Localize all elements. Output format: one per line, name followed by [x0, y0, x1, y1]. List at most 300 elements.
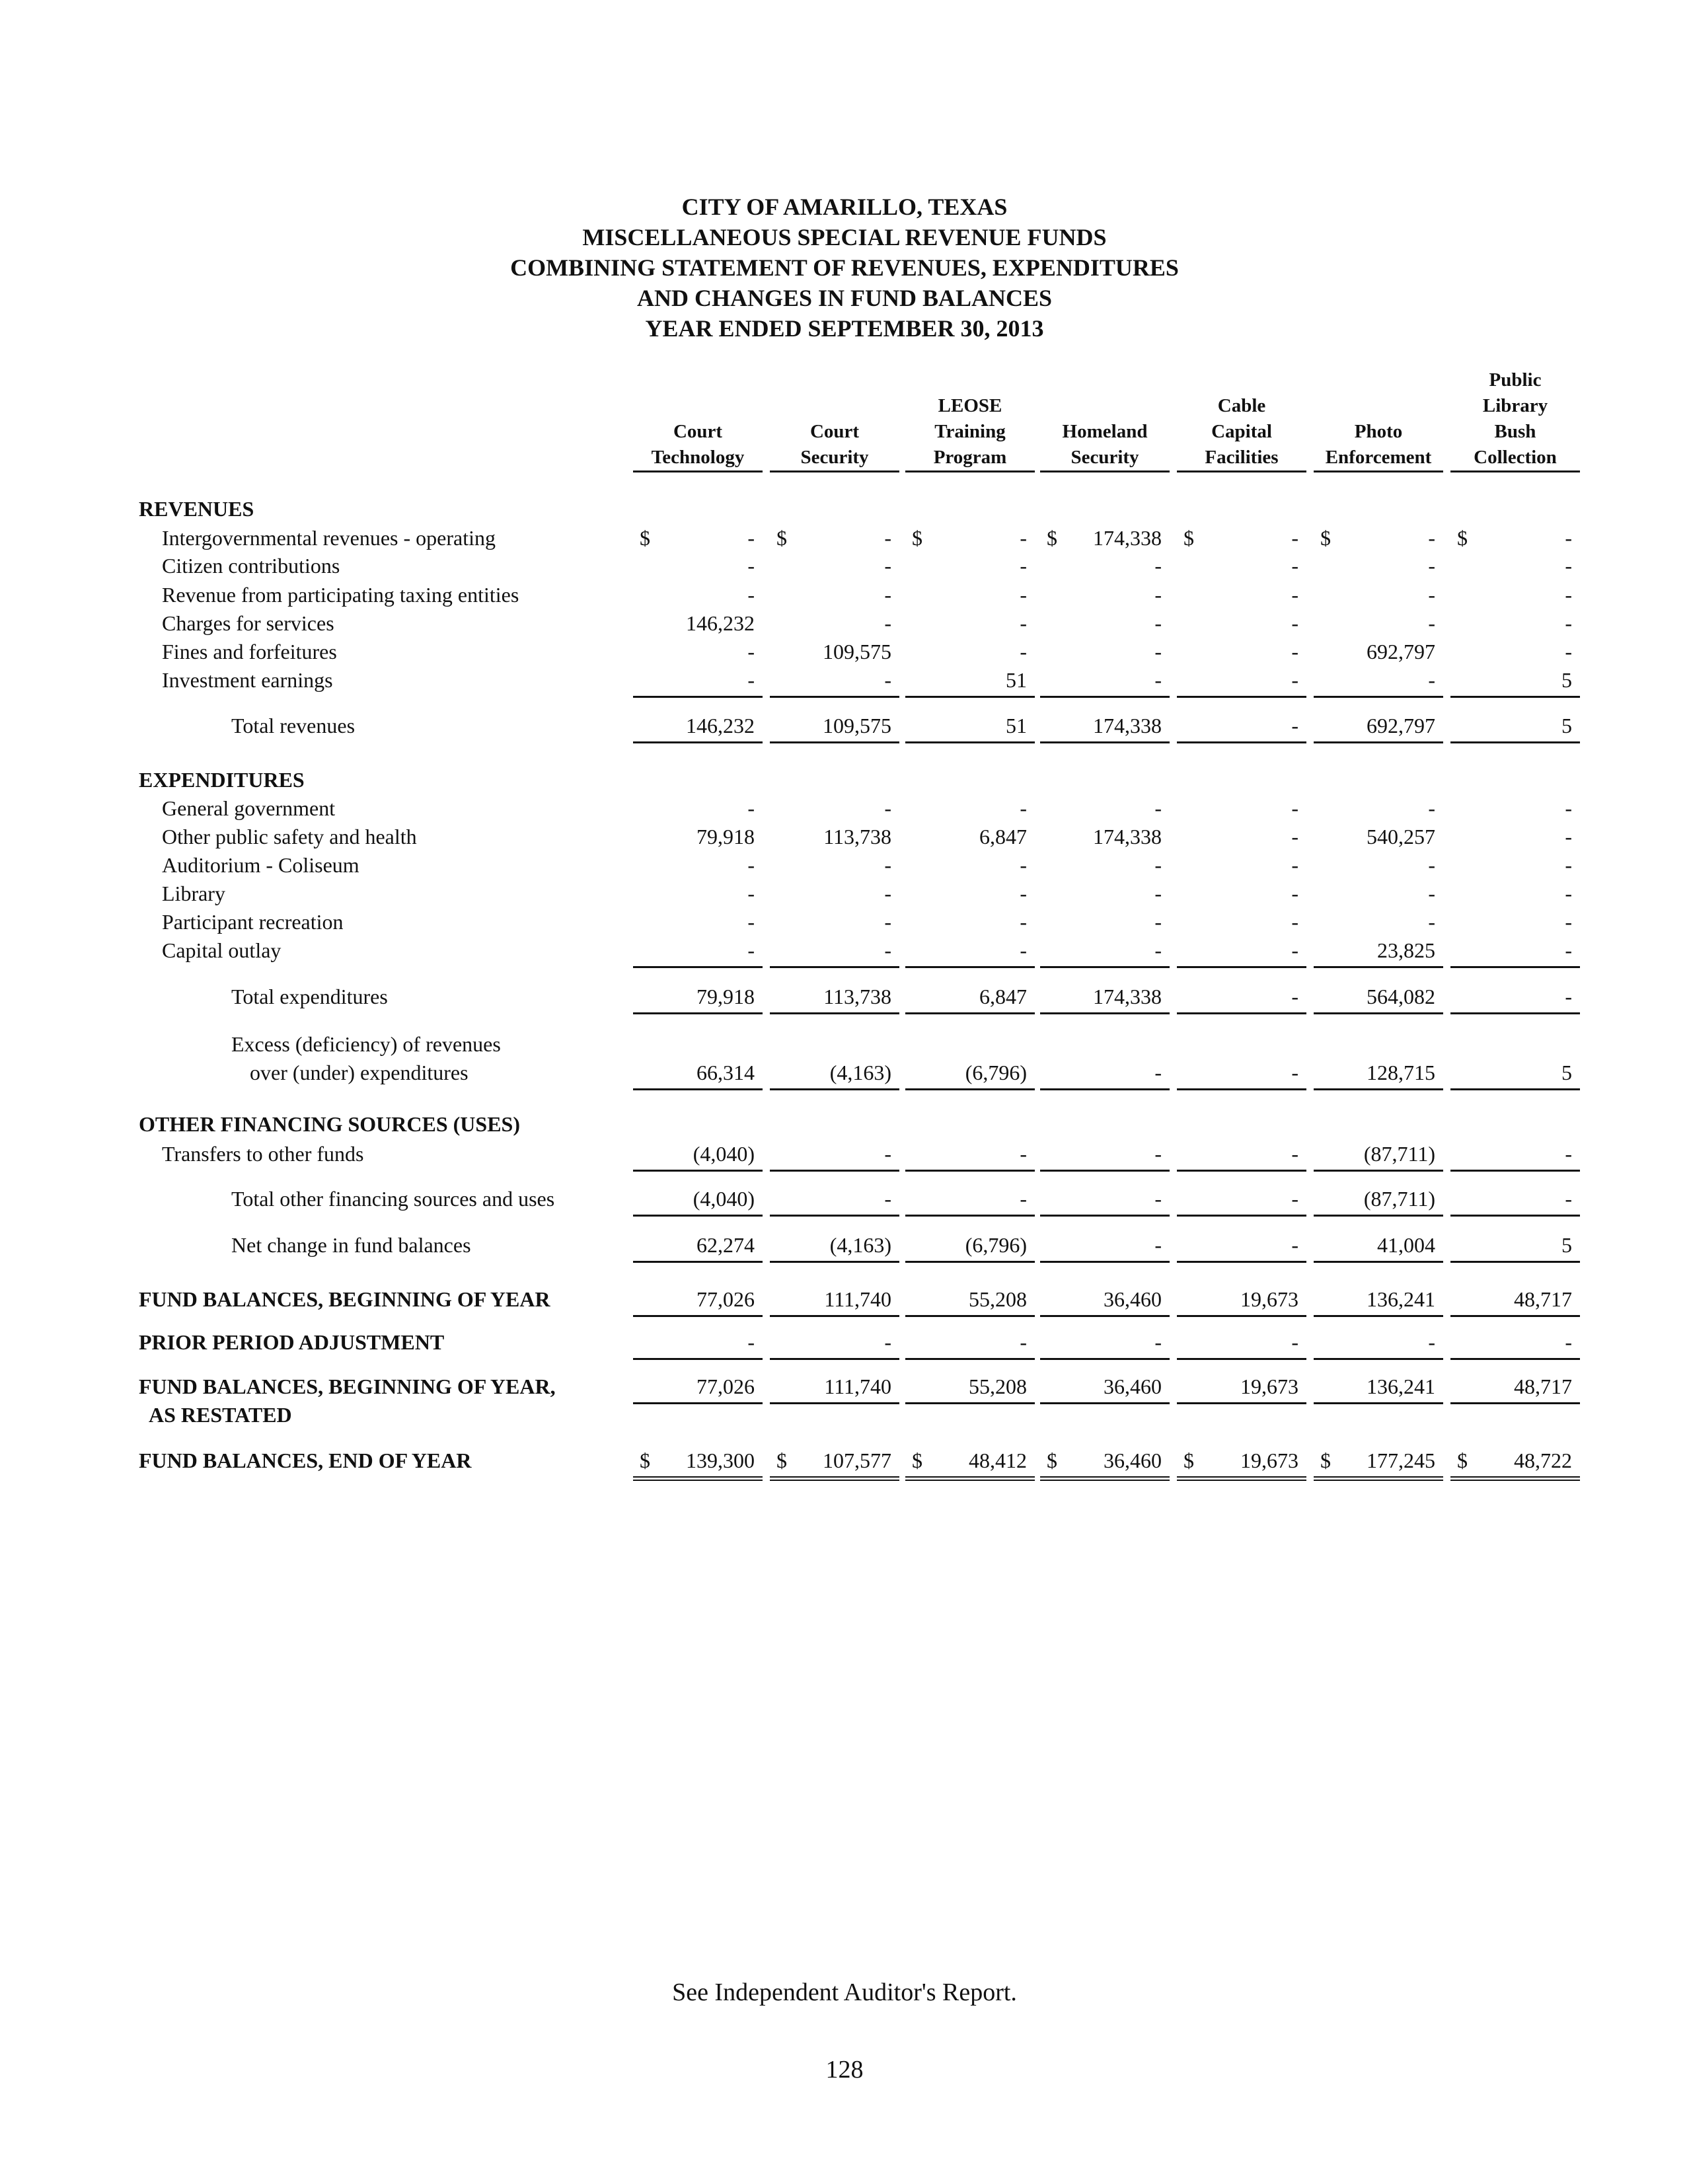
row-label: Net change in fund balances: [231, 1233, 471, 1257]
cell-value: -: [1020, 1330, 1027, 1354]
table-cell: [1040, 1061, 1170, 1090]
cell-value: 136,241: [1367, 1287, 1435, 1311]
cell-value: 146,232: [686, 611, 755, 635]
title-line-2: MISCELLANEOUS SPECIAL REVENUE FUNDS: [582, 224, 1107, 250]
table-cell: [770, 910, 899, 938]
cell-value: -: [747, 640, 755, 663]
table-cell: [905, 668, 1035, 698]
table-cell: [1040, 1233, 1170, 1263]
table-cell: [1450, 611, 1580, 639]
cell-value: -: [747, 882, 755, 905]
table-cell: [905, 796, 1035, 824]
table-row: [0, 796, 1689, 825]
table-cell: [1177, 853, 1306, 881]
table-cell: [1450, 714, 1580, 743]
table-row: [0, 668, 1689, 697]
cell-value: 48,717: [1514, 1374, 1572, 1398]
cell-value: 19,673: [1240, 1287, 1298, 1311]
cell-value: 55,208: [969, 1287, 1027, 1311]
dollar-sign: $: [640, 1449, 650, 1472]
table-cell: [1040, 825, 1170, 852]
cell-value: 5: [1561, 1233, 1572, 1257]
row-label: FUND BALANCES, END OF YEAR: [139, 1449, 472, 1472]
cell-value: 136,241: [1367, 1374, 1435, 1398]
table-cell: [1177, 554, 1306, 582]
row-label: Library: [162, 882, 225, 905]
table-cell: [1314, 938, 1443, 968]
table-cell: [633, 526, 763, 554]
cell-value: -: [1020, 640, 1027, 663]
table-cell: [1040, 1330, 1170, 1360]
table-cell: [1314, 611, 1443, 639]
table-row: [0, 985, 1689, 1014]
row-label: Citizen contributions: [162, 554, 340, 578]
cell-value: -: [1154, 938, 1162, 962]
cell-value: 23,825: [1377, 938, 1435, 962]
cell-value: -: [747, 853, 755, 877]
dollar-sign: $: [912, 526, 922, 550]
table-cell: [1314, 1061, 1443, 1090]
dollar-sign: $: [1320, 526, 1331, 550]
column-header-line: Photo: [1354, 421, 1403, 442]
cell-value: -: [1154, 853, 1162, 877]
cell-value: -: [747, 910, 755, 934]
row-label: Other public safety and health: [162, 825, 417, 848]
cell-value: -: [1291, 1233, 1298, 1257]
cell-value: -: [1154, 1142, 1162, 1166]
column-header-1: [633, 419, 763, 472]
cell-value: -: [1291, 1187, 1298, 1211]
row-label: General government: [162, 796, 336, 820]
cell-value: 48,412: [969, 1449, 1027, 1472]
table-cell: [1450, 1142, 1580, 1172]
row-label: Charges for services: [162, 611, 334, 635]
table-row: [0, 611, 1689, 640]
cell-value: -: [1565, 583, 1572, 607]
table-cell: [1314, 554, 1443, 582]
row-label: Transfers to other funds: [162, 1142, 364, 1166]
cell-value: 146,232: [686, 714, 755, 737]
cell-value: 36,460: [1104, 1287, 1162, 1311]
table-row: [0, 882, 1689, 911]
cell-value: -: [1020, 611, 1027, 635]
table-cell: [1314, 910, 1443, 938]
cell-value: -: [1291, 1330, 1298, 1354]
cell-value: 540,257: [1367, 825, 1435, 848]
table-cell: [905, 853, 1035, 881]
cell-value: -: [1565, 825, 1572, 848]
table-cell: [905, 1449, 1035, 1481]
cell-value: 51: [1006, 668, 1027, 692]
cell-value: 174,338: [1093, 825, 1162, 848]
table-cell: [905, 1187, 1035, 1217]
column-header-line: Program: [905, 445, 1035, 472]
cell-value: (6,796): [965, 1061, 1027, 1084]
table-cell: [633, 1187, 763, 1217]
cell-value: 79,918: [696, 825, 755, 848]
cell-value: -: [1565, 938, 1572, 962]
table-cell: [770, 1330, 899, 1360]
cell-value: -: [1565, 526, 1572, 550]
cell-value: -: [1428, 554, 1435, 578]
table-cell: [770, 668, 899, 698]
table-cell: [905, 1287, 1035, 1317]
table-cell: [1450, 1330, 1580, 1360]
table-cell: [1040, 554, 1170, 582]
table-cell: [1314, 1142, 1443, 1172]
table-cell: [1177, 714, 1306, 743]
table-row: [0, 1330, 1689, 1359]
table-cell: [1177, 1330, 1306, 1360]
column-header-line: Public: [1489, 369, 1542, 391]
table-cell: [1040, 985, 1170, 1014]
cell-value: -: [884, 668, 891, 692]
column-header-line: Homeland: [1062, 421, 1148, 442]
cell-value: -: [1565, 853, 1572, 877]
title-line-5: YEAR ENDED SEPTEMBER 30, 2013: [645, 315, 1044, 342]
cell-value: -: [1565, 796, 1572, 820]
title-line-3: COMBINING STATEMENT OF REVENUES, EXPENDITURES: [510, 254, 1179, 281]
table-cell: [770, 611, 899, 639]
cell-value: 692,797: [1367, 714, 1435, 737]
cell-value: -: [1291, 1142, 1298, 1166]
table-cell: [1040, 668, 1170, 698]
cell-value: 36,460: [1104, 1449, 1162, 1472]
cell-value: 174,338: [1093, 714, 1162, 737]
cell-value: -: [1428, 1330, 1435, 1354]
table-cell: [770, 1374, 899, 1404]
cell-value: -: [884, 554, 891, 578]
cell-value: -: [1291, 583, 1298, 607]
cell-value: -: [1565, 1330, 1572, 1354]
table-cell: [905, 1233, 1035, 1263]
cell-value: -: [1428, 796, 1435, 820]
table-cell: [770, 1449, 899, 1481]
table-cell: [905, 554, 1035, 582]
table-row: [0, 1374, 1689, 1404]
table-cell: [1314, 1287, 1443, 1317]
table-cell: [1314, 882, 1443, 909]
table-row: [0, 768, 1689, 797]
dollar-sign: $: [1047, 526, 1057, 550]
table-cell: [633, 882, 763, 909]
table-cell: [1450, 1374, 1580, 1404]
cell-value: -: [1565, 910, 1572, 934]
table-cell: [1450, 1187, 1580, 1217]
table-cell: [770, 1233, 899, 1263]
column-header-5: [1177, 393, 1306, 472]
cell-value: -: [1154, 554, 1162, 578]
table-row: [0, 1287, 1689, 1316]
row-label: Participant recreation: [162, 910, 344, 934]
cell-value: -: [1291, 714, 1298, 737]
cell-value: -: [747, 526, 755, 550]
cell-value: 51: [1006, 714, 1027, 737]
table-cell: [633, 1061, 763, 1090]
table-cell: [770, 985, 899, 1014]
table-cell: [1314, 796, 1443, 824]
cell-value: 5: [1561, 714, 1572, 737]
row-label: Revenue from participating taxing entities: [162, 583, 519, 607]
cell-value: 62,274: [696, 1233, 755, 1257]
table-cell: [1450, 910, 1580, 938]
cell-value: -: [1565, 554, 1572, 578]
table-row: [0, 825, 1689, 854]
table-cell: [905, 910, 1035, 938]
cell-value: 79,918: [696, 985, 755, 1008]
table-cell: [905, 640, 1035, 667]
cell-value: -: [1020, 1187, 1027, 1211]
cell-value: 48,722: [1514, 1449, 1572, 1472]
cell-value: -: [747, 583, 755, 607]
row-label: FUND BALANCES, BEGINNING OF YEAR: [139, 1287, 550, 1311]
table-cell: [770, 1142, 899, 1172]
column-header-line: Facilities: [1177, 445, 1306, 472]
table-row: [0, 1449, 1689, 1478]
cell-value: -: [884, 1330, 891, 1354]
cell-value: -: [1428, 526, 1435, 550]
title-line-1: CITY OF AMARILLO, TEXAS: [681, 194, 1008, 220]
cell-value: -: [1291, 668, 1298, 692]
row-label: PRIOR PERIOD ADJUSTMENT: [139, 1330, 445, 1354]
cell-value: 177,245: [1367, 1449, 1435, 1472]
table-cell: [633, 714, 763, 743]
table-cell: [633, 985, 763, 1014]
cell-value: (4,040): [693, 1142, 755, 1166]
row-label: Auditorium - Coliseum: [162, 853, 359, 877]
column-header-4: [1040, 419, 1170, 472]
table-cell: [1040, 526, 1170, 554]
table-cell: [1314, 1449, 1443, 1481]
table-cell: [770, 825, 899, 852]
cell-value: -: [1154, 640, 1162, 663]
cell-value: -: [1020, 882, 1027, 905]
cell-value: 139,300: [686, 1449, 755, 1472]
cell-value: -: [1154, 668, 1162, 692]
row-label: Capital outlay: [162, 938, 282, 962]
table-cell: [1450, 668, 1580, 698]
row-label: Excess (deficiency) of revenues: [231, 1032, 501, 1056]
table-cell: [1177, 1449, 1306, 1481]
table-cell: [1040, 583, 1170, 611]
table-cell: [770, 882, 899, 909]
dollar-sign: $: [776, 1449, 787, 1472]
table-cell: [1314, 985, 1443, 1014]
table-row: [0, 1112, 1689, 1141]
cell-value: -: [1291, 938, 1298, 962]
table-cell: [905, 882, 1035, 909]
table-cell: [1450, 853, 1580, 881]
column-header-line: Collection: [1450, 445, 1580, 472]
cell-value: 77,026: [696, 1287, 755, 1311]
column-header-line: Court: [809, 421, 860, 442]
dollar-sign: $: [1183, 526, 1194, 550]
cell-value: -: [1291, 825, 1298, 848]
column-header-line: LEOSE: [938, 395, 1002, 416]
cell-value: 41,004: [1377, 1233, 1435, 1257]
cell-value: -: [1291, 554, 1298, 578]
cell-value: -: [1428, 882, 1435, 905]
row-label: EXPENDITURES: [139, 768, 305, 792]
cell-value: -: [1565, 611, 1572, 635]
cell-value: -: [1291, 1061, 1298, 1084]
table-cell: [770, 714, 899, 743]
column-header-line: Court: [673, 421, 723, 442]
table-cell: [1177, 526, 1306, 554]
table-cell: [1450, 796, 1580, 824]
cell-value: -: [884, 853, 891, 877]
table-row: [0, 526, 1689, 555]
cell-value: -: [884, 1142, 891, 1166]
table-cell: [1450, 640, 1580, 667]
table-cell: [770, 583, 899, 611]
cell-value: -: [1428, 910, 1435, 934]
cell-value: 174,338: [1093, 526, 1162, 550]
table-cell: [1040, 640, 1170, 667]
cell-value: -: [1428, 583, 1435, 607]
cell-value: -: [1154, 910, 1162, 934]
table-cell: [1314, 714, 1443, 743]
table-cell: [1450, 554, 1580, 582]
table-row: [0, 583, 1689, 612]
table-cell: [1040, 1142, 1170, 1172]
table-cell: [770, 554, 899, 582]
cell-value: -: [1020, 910, 1027, 934]
table-cell: [1450, 526, 1580, 554]
cell-value: -: [747, 554, 755, 578]
cell-value: 174,338: [1093, 985, 1162, 1008]
cell-value: 113,738: [823, 825, 891, 848]
row-label: Total revenues: [231, 714, 356, 737]
table-cell: [1314, 526, 1443, 554]
table-cell: [1040, 611, 1170, 639]
table-row: [0, 640, 1689, 669]
table-cell: [905, 1142, 1035, 1172]
cell-value: -: [884, 882, 891, 905]
cell-value: -: [884, 796, 891, 820]
column-header-line: Cable: [1217, 395, 1266, 416]
table-cell: [1040, 1287, 1170, 1317]
cell-value: -: [1154, 1187, 1162, 1211]
cell-value: -: [1291, 910, 1298, 934]
table-cell: [1177, 825, 1306, 852]
table-row: [0, 1061, 1689, 1090]
table-cell: [905, 583, 1035, 611]
cell-value: -: [747, 796, 755, 820]
cell-value: -: [1020, 938, 1027, 962]
table-cell: [770, 1187, 899, 1217]
cell-value: -: [884, 526, 891, 550]
table-cell: [633, 583, 763, 611]
table-cell: [1040, 1374, 1170, 1404]
column-header-line: Capital: [1211, 421, 1272, 442]
cell-value: 128,715: [1367, 1061, 1435, 1084]
cell-value: 113,738: [823, 985, 891, 1008]
cell-value: (4,040): [693, 1187, 755, 1211]
cell-value: 6,847: [979, 985, 1027, 1008]
column-header-line: Training: [934, 421, 1006, 442]
table-cell: [1314, 825, 1443, 852]
column-header-2: [770, 419, 899, 472]
cell-value: -: [1565, 1187, 1572, 1211]
table-cell: [1450, 1233, 1580, 1263]
cell-value: -: [1020, 796, 1027, 820]
cell-value: -: [1565, 985, 1572, 1008]
table-cell: [1040, 714, 1170, 743]
cell-value: 5: [1561, 668, 1572, 692]
cell-value: 564,082: [1367, 985, 1435, 1008]
table-cell: [1450, 938, 1580, 968]
cell-value: -: [1291, 853, 1298, 877]
table-cell: [633, 910, 763, 938]
table-cell: [1040, 1187, 1170, 1217]
cell-value: -: [1154, 1330, 1162, 1354]
table-cell: [1177, 1061, 1306, 1090]
table-cell: [770, 938, 899, 968]
dollar-sign: $: [1457, 1449, 1468, 1472]
auditor-report-note: See Independent Auditor's Report.: [672, 1978, 1017, 2006]
table-cell: [633, 938, 763, 968]
column-header-line: Enforcement: [1314, 445, 1443, 472]
table-cell: [1450, 1061, 1580, 1090]
row-label: FUND BALANCES, BEGINNING OF YEAR,: [139, 1374, 556, 1398]
table-cell: [1040, 910, 1170, 938]
cell-value: -: [1428, 668, 1435, 692]
table-cell: [1177, 985, 1306, 1014]
cell-value: -: [884, 910, 891, 934]
cell-value: -: [1020, 554, 1027, 578]
cell-value: -: [1020, 853, 1027, 877]
cell-value: 6,847: [979, 825, 1027, 848]
table-row: [0, 1403, 1689, 1432]
cell-value: -: [884, 1187, 891, 1211]
table-cell: [905, 825, 1035, 852]
statement-title: [0, 192, 1689, 344]
cell-value: 36,460: [1104, 1374, 1162, 1398]
table-cell: [1040, 938, 1170, 968]
table-cell: [1450, 825, 1580, 852]
page-number: 128: [825, 2056, 864, 2084]
cell-value: -: [1020, 583, 1027, 607]
cell-value: 19,673: [1240, 1374, 1298, 1398]
cell-value: -: [747, 668, 755, 692]
table-cell: [633, 1233, 763, 1263]
table-cell: [1450, 985, 1580, 1014]
dollar-sign: $: [1320, 1449, 1331, 1472]
cell-value: (4,163): [829, 1233, 891, 1257]
table-cell: [770, 640, 899, 667]
table-cell: [1040, 1449, 1170, 1481]
table-cell: [1177, 583, 1306, 611]
table-row: [0, 497, 1689, 526]
cell-value: 109,575: [823, 714, 891, 737]
cell-value: -: [1020, 1142, 1027, 1166]
table-cell: [1177, 882, 1306, 909]
cell-value: 77,026: [696, 1374, 755, 1398]
cell-value: -: [1291, 526, 1298, 550]
title-line-4: AND CHANGES IN FUND BALANCES: [636, 285, 1053, 311]
table-row: [0, 853, 1689, 882]
table-cell: [1177, 1187, 1306, 1217]
table-cell: [1450, 1287, 1580, 1317]
table-cell: [1450, 882, 1580, 909]
cell-value: 19,673: [1240, 1449, 1298, 1472]
cell-value: -: [1154, 796, 1162, 820]
table-cell: [905, 611, 1035, 639]
cell-value: -: [1428, 853, 1435, 877]
table-cell: [1450, 583, 1580, 611]
row-label: Fines and forfeitures: [162, 640, 337, 663]
